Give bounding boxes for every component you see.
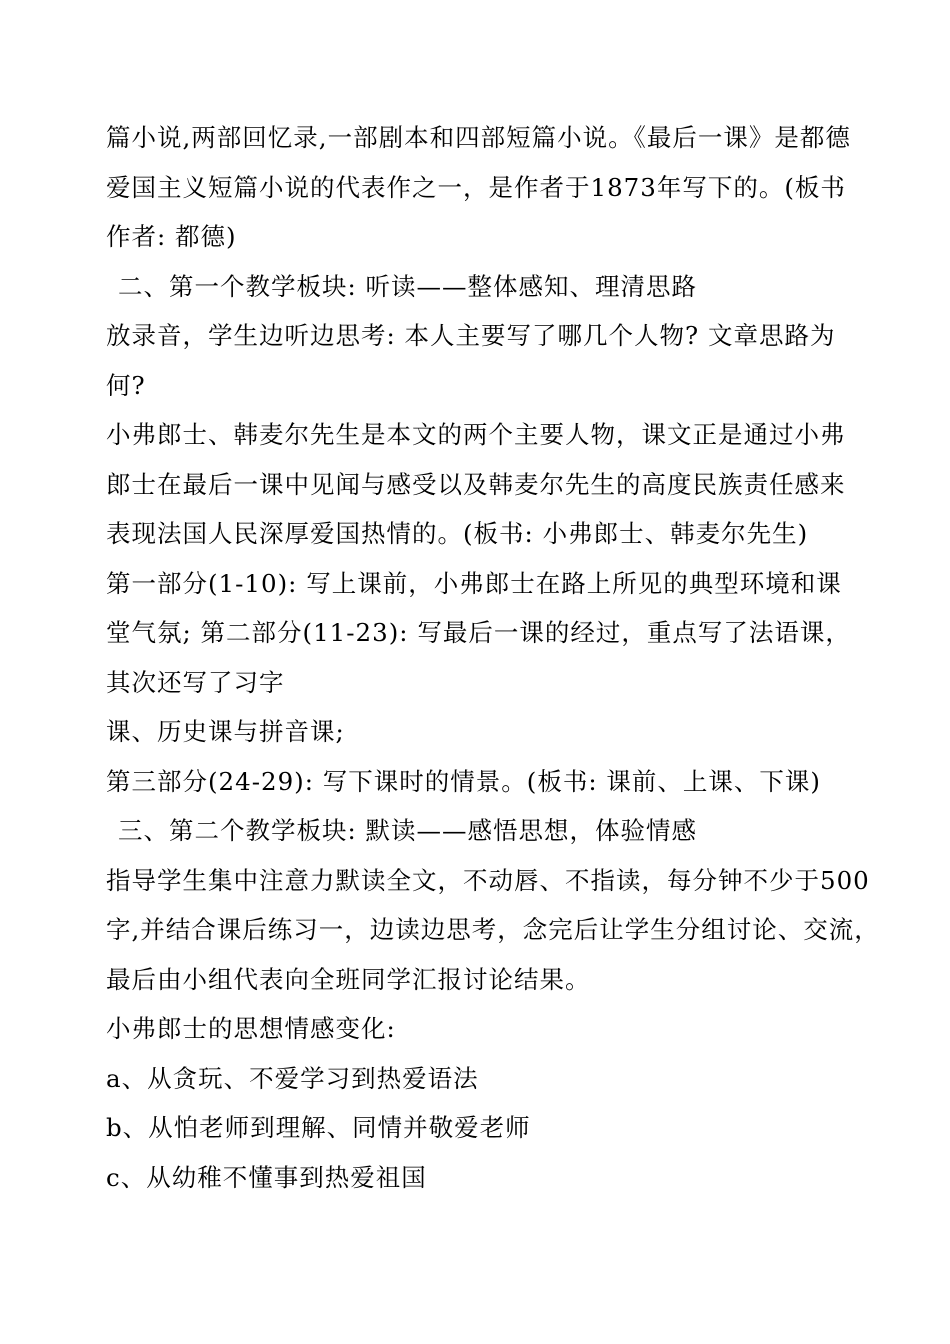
text-line: a、从贪玩、不爱学习到热爱语法 xyxy=(106,1063,479,1093)
text-line: 小弗郎士的思想情感变化: xyxy=(106,1014,396,1043)
text-line: 放录音，学生边听边思考: 本人主要写了哪几个人物? 文章思路为 xyxy=(106,321,836,350)
text-line: 字,并结合课后练习一，边读边思考，念完后让学生分组讨论、交流， xyxy=(106,915,880,944)
document-body xyxy=(106,113,880,1202)
text-line: 篇小说,两部回忆录,一部剧本和四部短篇小说。《最后一课》是都德 xyxy=(106,123,851,152)
text-line: b、从怕老师到理解、同情并敬爱老师 xyxy=(106,1113,531,1142)
text-line: 最后由小组代表向全班同学汇报讨论结果。 xyxy=(106,964,591,994)
text-line: 表现法国人民深厚爱国热情的。(板书: 小弗郎士、韩麦尔先生) xyxy=(106,519,809,548)
text-line: 其次还写了习字 xyxy=(106,667,285,697)
text-line: 第三部分(24-29): 写下课时的情景。(板书: 课前、上课、下课) xyxy=(106,766,821,796)
text-line: 课、历史课与拼音课; xyxy=(106,717,345,746)
text-line: 爱国主义短篇小说的代表作之一，是作者于1873年写下的。(板书 xyxy=(106,172,846,202)
text-line: 堂气氛; 第二部分(11-23): 写最后一课的经过，重点写了法语课， xyxy=(106,618,851,647)
text-line: c、从幼稚不懂事到热爱祖国 xyxy=(106,1162,427,1192)
text-line: 小弗郎士、韩麦尔先生是本文的两个主要人物，课文正是通过小弗 xyxy=(106,420,846,449)
text-line: 第一部分(1-10): 写上课前，小弗郎士在路上所见的典型环境和课 xyxy=(106,568,842,598)
text-line: 何? xyxy=(106,370,146,400)
text-line: 二、第一个教学板块: 听读——整体感知、理清思路 xyxy=(118,271,698,301)
text-line: 三、第二个教学板块: 默读——感悟思想，体验情感 xyxy=(118,816,698,845)
text-line: 作者: 都德) xyxy=(106,222,237,251)
text-line: 郎士在最后一课中见闻与感受以及韩麦尔先生的高度民族责任感来 xyxy=(106,469,846,499)
text-line: 指导学生集中注意力默读全文，不动唇、不指读，每分钟不少于500 xyxy=(106,865,870,895)
